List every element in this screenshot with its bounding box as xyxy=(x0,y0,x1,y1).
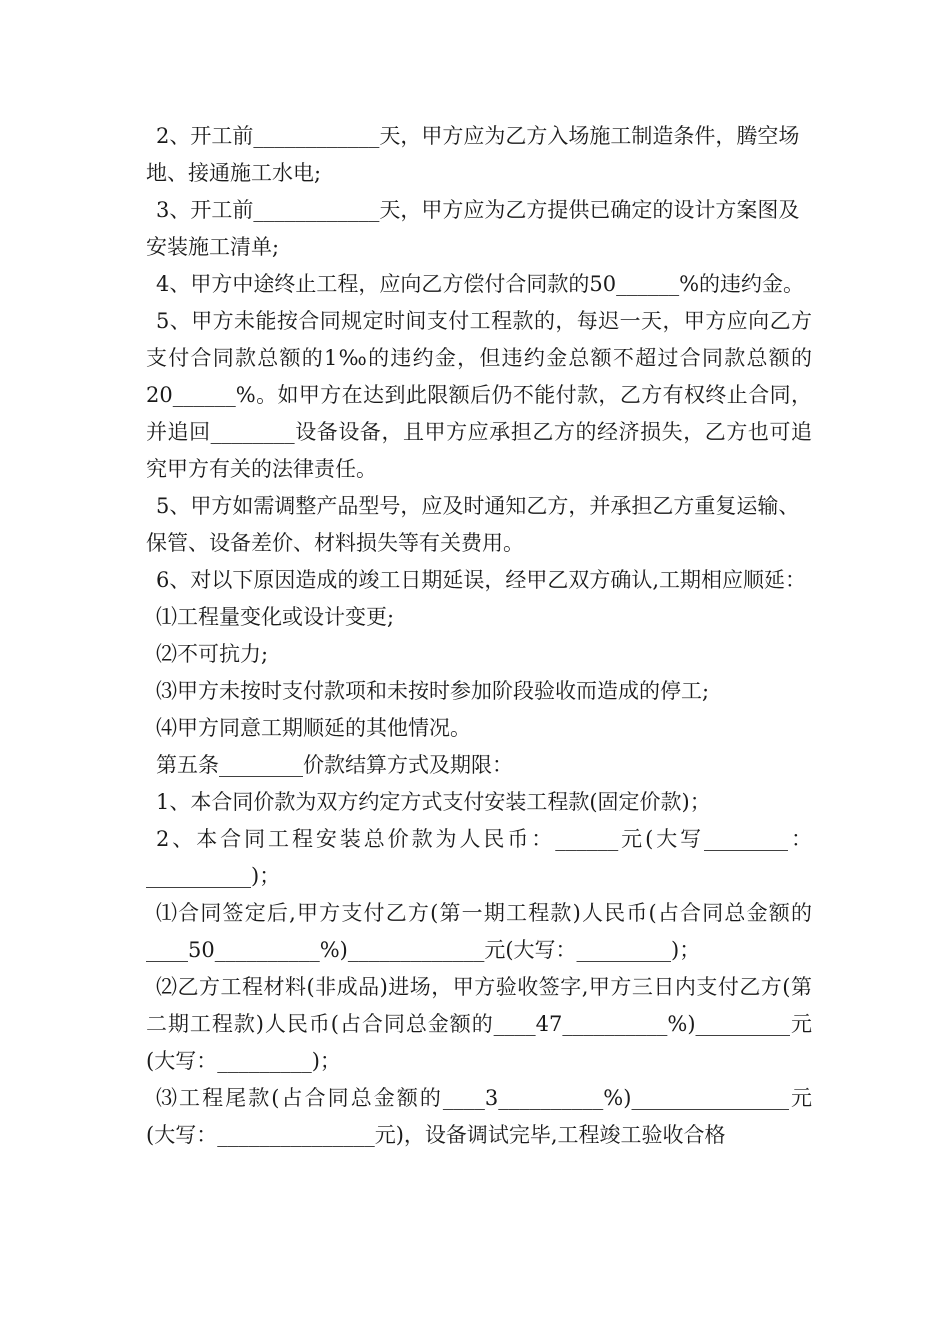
delay-reason-3: ⑶甲方未按时支付款项和未按时参加阶段验收而造成的停工; xyxy=(156,679,710,703)
payment-clause-1: 1、本合同价款为双方约定方式支付安装工程款(固定价款)； xyxy=(156,790,711,814)
clause-4-termination-penalty: 4、甲方中途终止工程，应向乙方偿付合同款的50______%的违约金。 xyxy=(156,272,805,296)
delay-reason-4: ⑷甲方同意工期顺延的其他情况。 xyxy=(156,716,471,740)
article-5-heading: 第五条________价款结算方式及期限： xyxy=(156,753,513,777)
delay-reason-2: ⑵不可抗力; xyxy=(156,642,269,666)
delay-reason-1: ⑴工程量变化或设计变更; xyxy=(156,605,395,629)
payment-stage-3: ⑶工程尾款(占合同总金额的____3__________%)_______________元(大写：_______________元)，设备调试完毕,工程竣工验收合格 xyxy=(146,1086,812,1147)
clause-2-site-preparation: 2、开工前____________天，甲方应为乙方入场施工制造条件，腾空场地、接通施工水电; xyxy=(146,124,800,185)
payment-clause-2: 2、本合同工程安装总价款为人民币：______元(大写________：__________)； xyxy=(146,827,812,888)
payment-stage-1: ⑴合同签定后,甲方支付乙方(第一期工程款)人民币(占合同总金额的____50__________%)_____________元(大写：_________)； xyxy=(146,901,812,962)
clause-5-late-payment: 5、甲方未能按合同规定时间支付工程款的，每迟一天，甲方应向乙方支付合同款总额的1‰的违约金，但违约金总额不超过合同款总额的20______%。如甲方在达到此限额后仍不能付款，乙方有权终止合同，并追回________设备设备，且甲方应承担乙方的经济损失，乙方也可追究甲方有关的法律责任。 xyxy=(146,309,812,481)
clause-3-design-plan: 3、开工前____________天，甲方应为乙方提供已确定的设计方案图及安装施工清单; xyxy=(146,198,800,259)
clause-5-model-adjustment: 5、甲方如需调整产品型号，应及时通知乙方，并承担乙方重复运输、保管、设备差价、材料损失等有关费用。 xyxy=(146,494,800,555)
clause-6-delay-extension: 6、对以下原因造成的竣工日期延误，经甲乙双方确认,工期相应顺延： xyxy=(156,568,807,592)
payment-stage-2: ⑵乙方工程材料(非成品)进场，甲方验收签字,甲方三日内支付乙方(第二期工程款)人民币(占合同总金额的____47__________%)_________元(大写：_________)； xyxy=(146,975,812,1073)
